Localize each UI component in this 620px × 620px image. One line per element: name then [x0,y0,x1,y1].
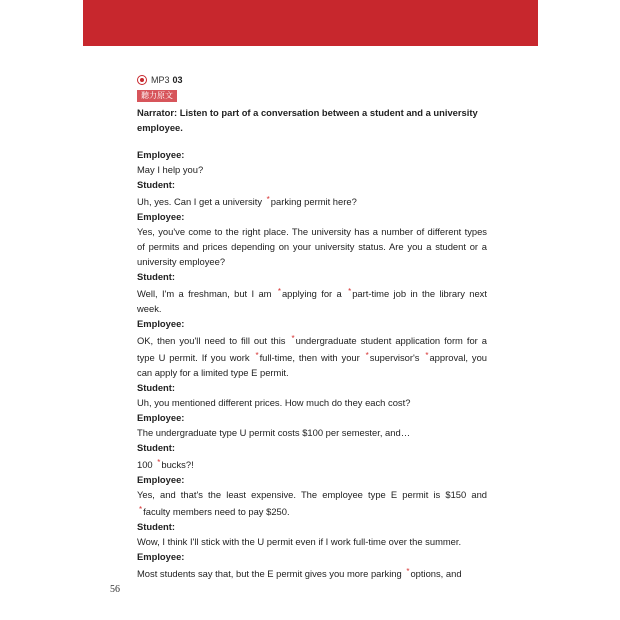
vocabulary-star-icon: * [277,287,281,296]
text-segment: Yes, you've come to the right place. The university has a number of different types of permits and prices depending on your university status. Are you a student or a university employee? [137,226,487,267]
dialogue-line [137,284,487,316]
speaker-label: Student: [137,179,176,190]
speaker-label: Employee: [137,551,185,562]
dialogue-line [137,564,487,581]
speaker-label: Student: [137,271,176,282]
speaker-label: Employee: [137,149,185,160]
vocabulary-segment: approval, you can apply for a limited type E permit. [137,352,488,378]
audio-label: MP3 [151,75,170,85]
speaker-label: Employee: [137,412,185,423]
vocabulary-segment: supervisor's [369,352,424,363]
dialogue-line [137,192,487,209]
vocabulary-star-icon: * [266,195,270,204]
narrator-intro: Narrator: Listen to part of a conversation between a student and a university employee. [137,107,478,133]
dialogue-line [137,162,487,177]
dialogue-line [137,425,487,440]
vocabulary-segment: part-time job in the library next week. [137,288,487,314]
text-segment: May I help you? [137,164,204,175]
text-segment: The undergraduate type U permit costs $100 per semester, and… [137,427,411,438]
vocabulary-star-icon: * [255,351,259,360]
vocabulary-segment: undergraduate student application form for a type U permit. If you work [137,335,487,363]
dialogue [137,147,487,581]
transcript-body [137,105,487,581]
dialogue-line [137,487,487,519]
text-segment: Yes, and that's the least expensive. The employee type E permit is $150 and [137,489,487,500]
vocabulary-segment: options, and [410,568,462,579]
speaker-label: Student: [137,382,176,393]
vocabulary-star-icon: * [291,334,295,343]
dialogue-line [137,395,487,410]
vocabulary-star-icon: * [139,505,143,514]
text-segment: OK, then you'll need to fill out this [137,335,290,346]
vocabulary-segment: bucks?! [161,459,194,470]
vocabulary-star-icon: * [365,351,369,360]
audio-disc-icon[interactable] [137,75,147,85]
text-segment: Wow, I think I'll stick with the U permit even if I work full-time over the summer. [137,536,462,547]
text-segment: Most students say that, but the E permit gives you more parking [137,568,405,579]
vocabulary-segment: parking permit here? [270,196,357,207]
vocabulary-star-icon: * [157,458,161,467]
audio-track-number: 03 [172,75,183,85]
speaker-label: Employee: [137,318,185,329]
text-segment: Uh, you mentioned different prices. How much do they each cost? [137,397,411,408]
page-number: 56 [110,584,120,595]
speaker-label: Student: [137,442,176,453]
text-segment: Well, I'm a freshman, but I am [137,288,276,299]
vocabulary-segment: applying for a [281,288,347,299]
header-band [83,0,538,46]
text-segment: 100 [137,459,156,470]
text-segment: Uh, yes. Can I get a university [137,196,265,207]
vocabulary-segment: faculty members need to pay $250. [143,506,290,517]
speaker-label: Employee: [137,211,185,222]
audio-track-label[interactable] [137,73,183,87]
speaker-label: Employee: [137,474,185,485]
vocabulary-star-icon: * [406,567,410,576]
vocabulary-segment: full-time, then with your [259,352,364,363]
dialogue-line [137,224,487,269]
dialogue-line [137,331,487,380]
dialogue-line [137,455,487,472]
vocabulary-star-icon: * [348,287,352,296]
transcript-tag: 聽力原文 [137,90,177,102]
dialogue-line [137,534,487,549]
speaker-label: Student: [137,521,176,532]
vocabulary-star-icon: * [425,351,429,360]
